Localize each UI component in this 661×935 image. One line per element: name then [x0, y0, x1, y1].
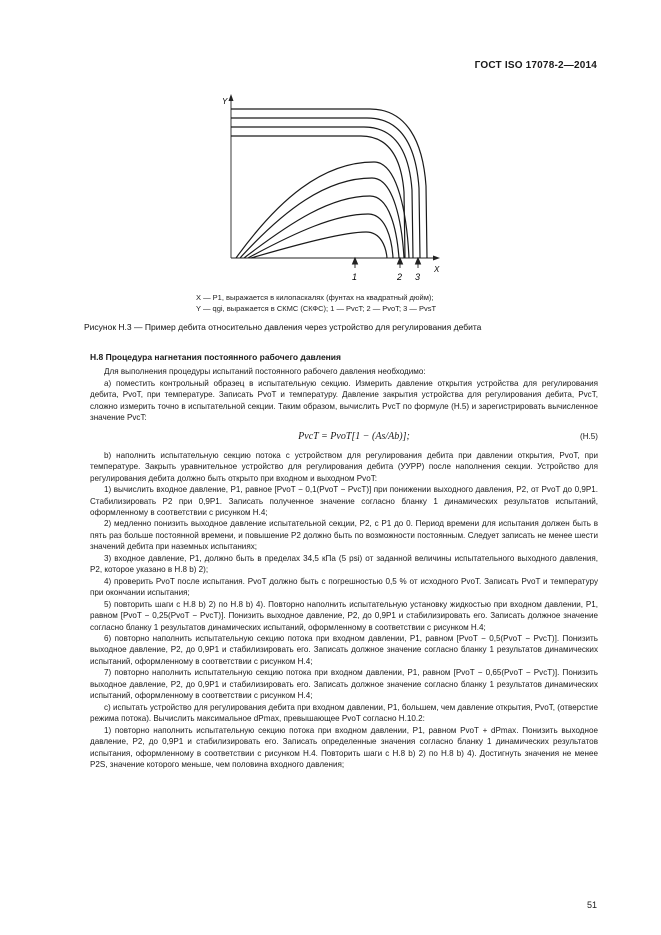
paragraph: Для выполнения процедуры испытаний постоянного рабочего давления необходимо:	[104, 367, 426, 377]
paragraph: 2) медленно понизить выходное давление испытательной секции, P2, с P1 до 0. Период времени для испытания должен быть в пять раз больше постоянной времени, и повышение P2 должно быть по возможности постоянным. Следует записать не менее шести значений дебита при наземных испытаниях;	[90, 519, 598, 552]
inner-curve-1	[251, 232, 387, 258]
figure-legend-line-1: X — P1, выражается в килопаскалях (фунтах на квадратный дюйм);	[196, 293, 434, 302]
paragraph: а) поместить контрольный образец в испытательную секцию. Измерить давление открытия устройства для регулирования дебита, PvoT, при температуре. Записать PvoT и температуру. Давление закрытия устройства для регулирования дебита, PvcT, сложно измерить точно в испытательной секции. Таким образом, вычислить PvcT по формуле (Н.5) и зарегистрировать вычисленное значение PvcT:	[90, 378, 598, 423]
curve-markers	[353, 258, 421, 268]
paragraph: 1) повторно наполнить испытательную секцию потока при входном давлении, P1, равном PvoT + dPmax. Понизить выходное давление, P2, до 0,9P1 и стабилизировать его. Записать определенные значения согласно бланку 1 динамических результатов испытания, оформленному в соответствии с рисунком Н.4. Повторить шаги с Н.8 b) 2) по Н.8 b) 4). Достигнуть значения не менее P2S, значение которого меньше, чем половина входного давления;	[90, 725, 598, 769]
paragraph: 1) вычислить входное давление, P1, равное [PvoT − 0,1(PvoT − PvcT)] при понижении выходного давления, P2, от PvoT до 0,9P1. Стабилизировать P2 при 0,9P1. Записать полученное значение согласно бланку 1 динамических результатов испытаний, оформленному в соответствии с рисунком Н.4;	[90, 485, 598, 517]
figure-legend-line-2: Y — qgi, выражается в СКМС (СКФС); 1 — PvcT; 2 — PvoT; 3 — PvsT	[196, 304, 437, 313]
formula-number: (Н.5)	[580, 431, 598, 441]
inner-curve-2	[248, 214, 393, 258]
upper-curve-4	[231, 109, 427, 258]
flow-pressure-figure	[196, 92, 456, 282]
paragraph: 7) повторно наполнить испытательную секцию потока при входном давлении, P1, равном [PvoT − 0,65(PvoT − PvcT)]. Понизить выходное давление, P2, до 0,9P1 и стабилизировать его. Записать должное значение согласно бланку 1 результатов динамических испытаний, оформленному в соответствии с рисунком Н.4;	[90, 668, 598, 701]
page-number: 51	[586, 900, 597, 910]
formula-row	[90, 424, 598, 450]
section-body	[90, 352, 598, 770]
upper-curves	[231, 109, 427, 258]
x-axis-arrow	[433, 256, 440, 261]
x-axis-label: X	[434, 265, 440, 274]
paragraph: b) наполнить испытательную секцию потока с устройством для регулирования дебита при давлении открытия, PvoT, при температуре. Закрыть уравнительное устройство для регулирования дебита (УУРР) после наполнения секции. Устройство для регулирования дебита должно быть открыто при входном и выходном PvoT:	[90, 450, 598, 483]
inner-curve-3	[244, 196, 399, 258]
curve-label-2: 2	[397, 272, 403, 282]
y-axis-arrow	[229, 94, 234, 101]
paragraph: 6) повторно наполнить испытательную секцию потока при входном давлении, P1, равном [PvoT − 0,5(PvoT − PvcT)]. Понизить выходное давление, P2, до 0,9P1 и стабилизировать его. Записать должное значение согласно бланку 1 результатов динамических испытаний, оформленному в соответствии с рисунком Н.4;	[90, 633, 598, 666]
figure-caption: Рисунок Н.3 — Пример дебита относительно давления через устройство для регулирования дебита	[84, 322, 482, 332]
paragraph: 5) повторить шаги с Н.8 b) 2) по Н.8 b) 4). Повторно наполнить испытательную установку жидкостью при входном давлении, P1, равном [PvoT − 0,25(PvoT − PvcT)]. Понизить выходное давление, P2, до 0,9P1 и стабилизировать его. Записать должное значение согласно бланку 1 результатов динамических испытаний, оформленному в соответствии с рисунком Н.4;	[90, 599, 598, 632]
curve-label-1: 1	[352, 272, 358, 282]
inner-curves	[236, 162, 409, 258]
paragraph: 3) входное давление, P1, должно быть в пределах 34,5 кПа (5 psi) от заданной величины испытательного выходного давления, P2, которое указано в Н.8 b) 2);	[90, 553, 598, 575]
formula: PvcT = PvoT[1 − (As/Ab)];	[298, 430, 410, 442]
paragraph: 4) проверить PvoT после испытания. PvoT должно быть с погрешностью 0,5 % от исходного PvoT. Записать PvoT и температуру при окончании испытания;	[90, 576, 598, 598]
curve-label-3: 3	[415, 272, 421, 282]
section-title: Н.8 Процедура нагнетания постоянного рабочего давления	[90, 352, 341, 362]
upper-curve-3	[231, 118, 420, 258]
y-axis-label: Y	[222, 97, 228, 106]
standard-header: ГОСТ ISO 17078-2—2014	[474, 60, 597, 71]
paragraph: c) испытать устройство для регулирования дебита при входном давлении, P1, большем, чем давление открытия, PvoT, (отверстие режима потока). Вычислить максимальное dPmax, превышающее PvoT согласно Н.10.2:	[90, 702, 598, 724]
